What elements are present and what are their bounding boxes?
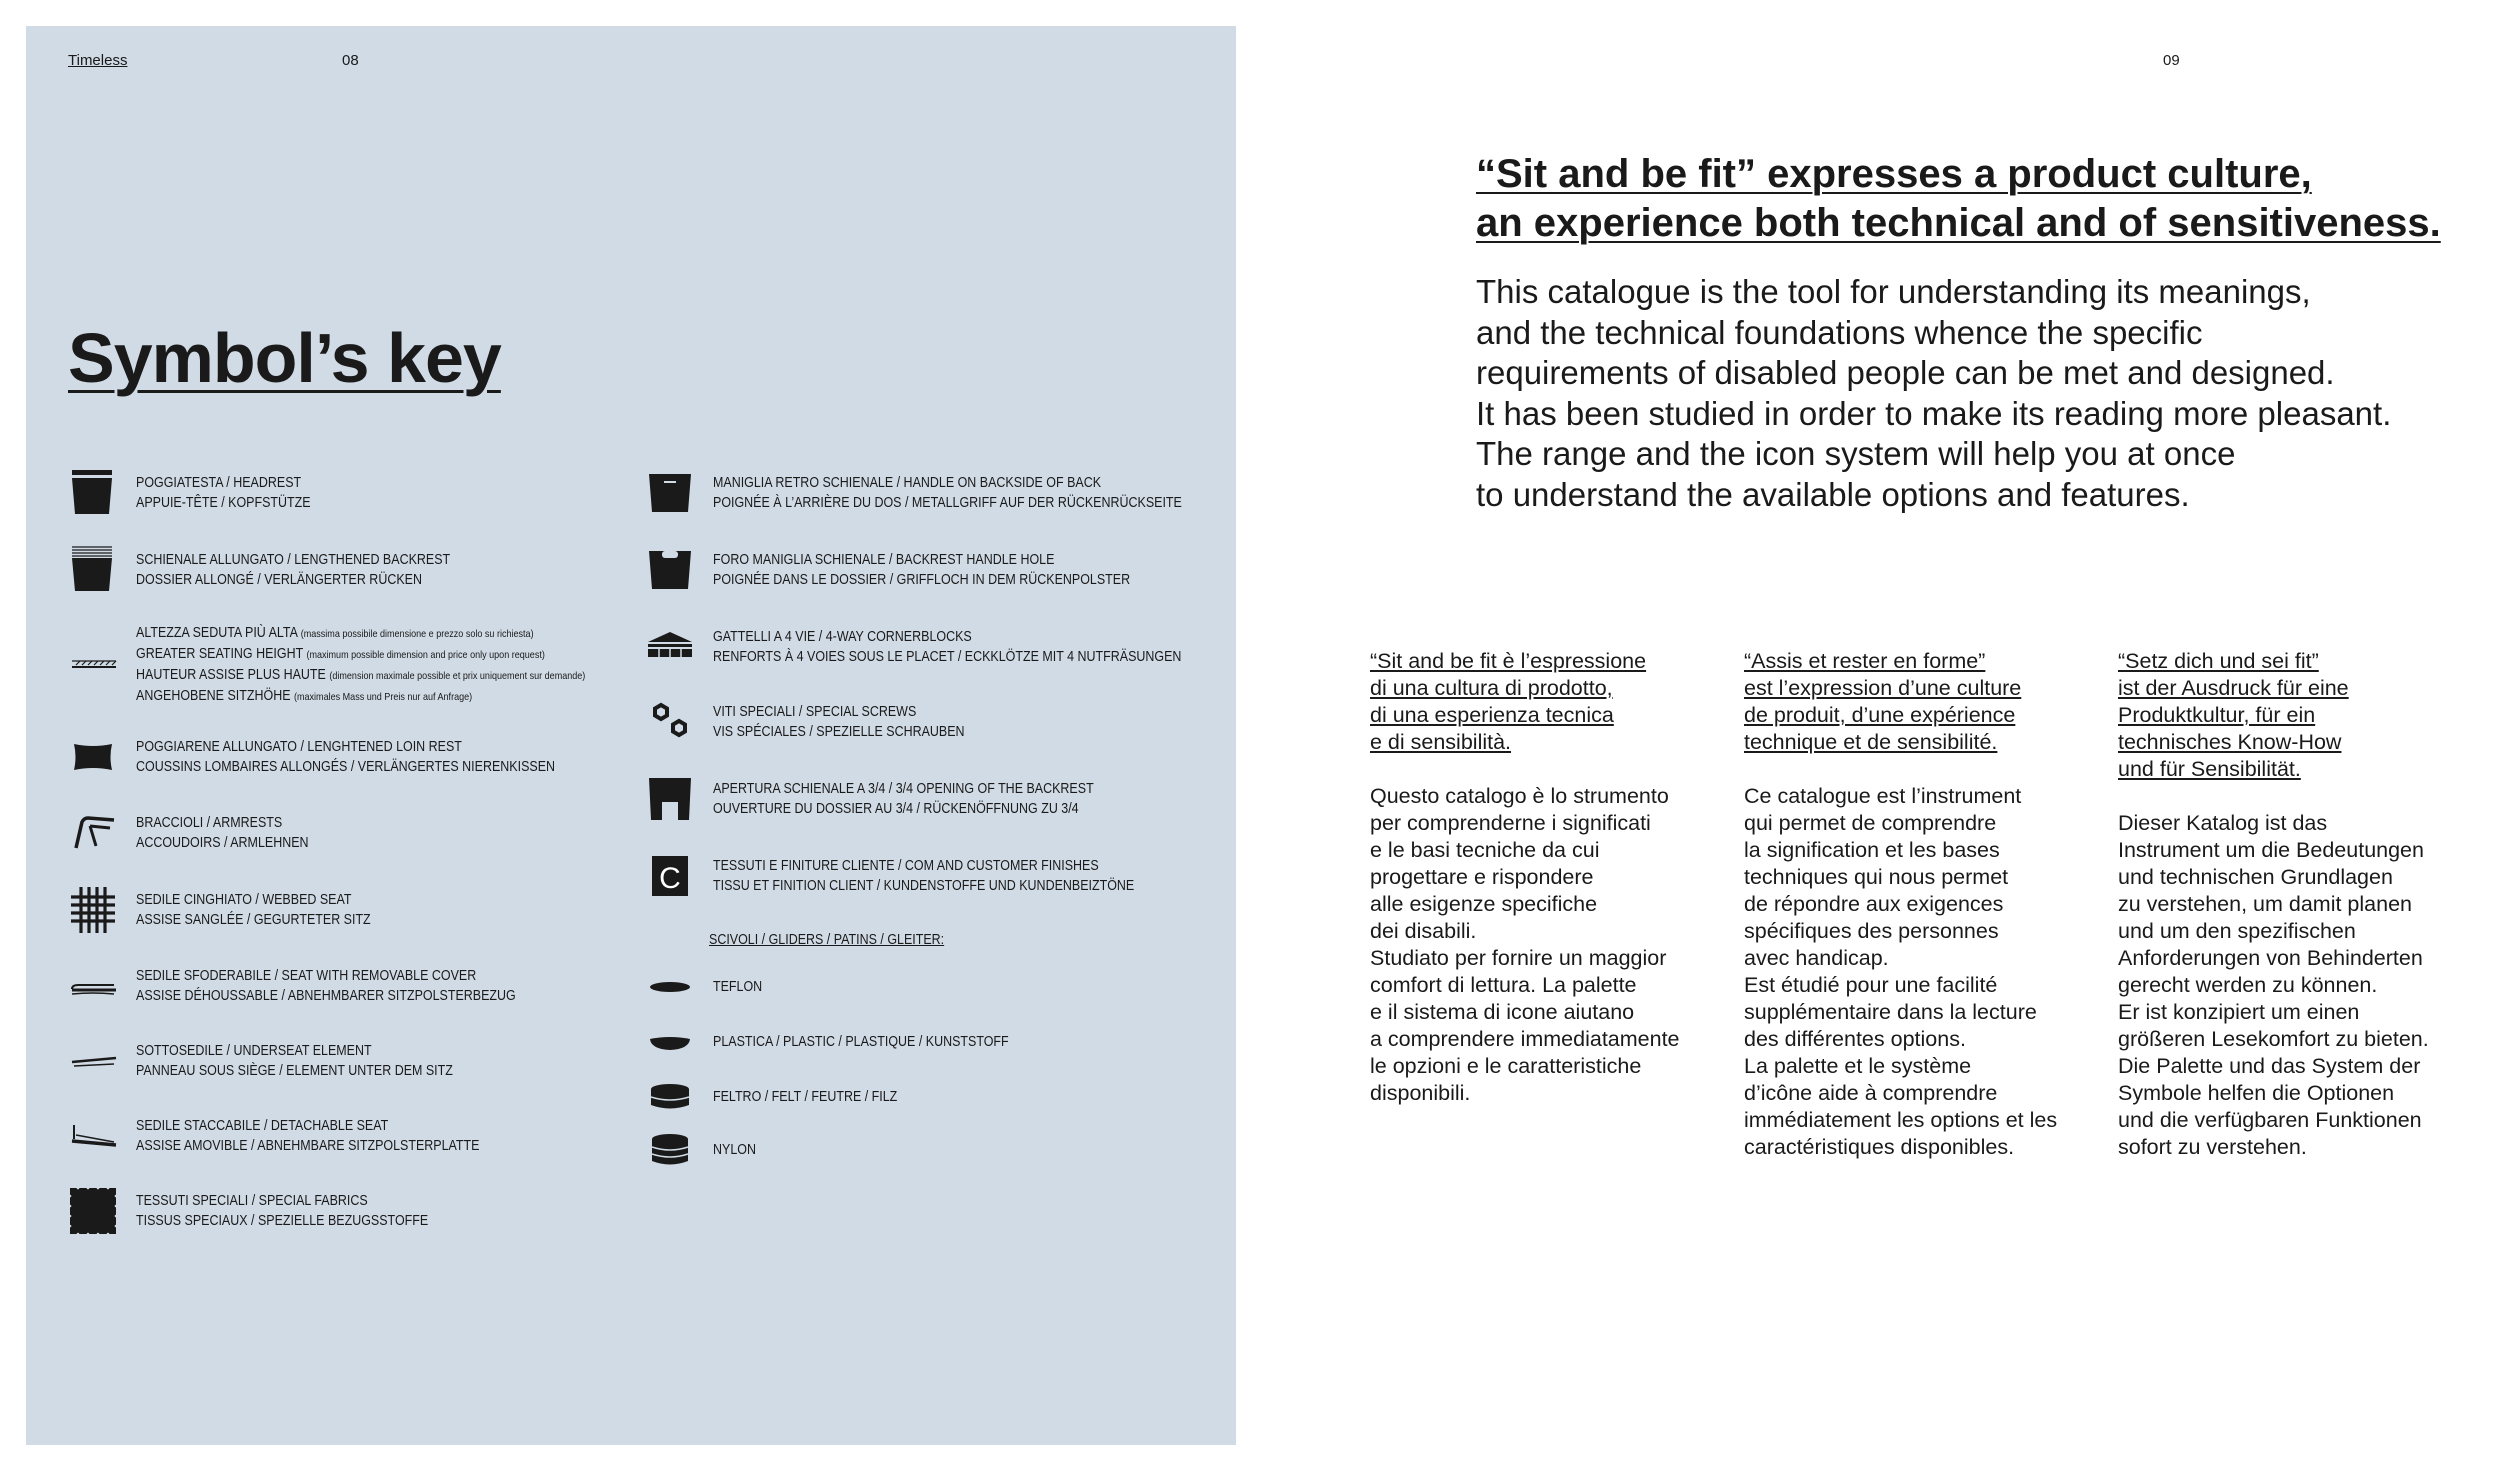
symbol-label: TESSUTI E FINITURE CLIENTE / COM AND CUSTOMER FINISHES bbox=[713, 858, 1099, 874]
symbol-label: VITI SPECIALI / SPECIAL SCREWS bbox=[713, 704, 917, 720]
nylon-glider-icon bbox=[645, 1125, 695, 1175]
symbol-label: COUSSINS LOMBAIRES ALLONGÉS / VERLÄNGERTES NIERENKISSEN bbox=[136, 759, 556, 775]
symbol-removable-cover bbox=[68, 961, 578, 1011]
webbed-seat-icon bbox=[68, 885, 118, 935]
underseat-element-icon bbox=[68, 1036, 118, 1086]
glider-label: TEFLON bbox=[713, 979, 763, 995]
symbol-headrest bbox=[68, 468, 339, 518]
glider-label: FELTRO / FELT / FEUTRE / FILZ bbox=[713, 1089, 898, 1105]
glider-label: PLASTICA / PLASTIC / PLASTIQUE / KUNSTSTOFF bbox=[713, 1034, 1009, 1050]
symbol-lengthened-backrest bbox=[68, 545, 501, 595]
headline: “Sit and be fit” expresses a product culture, an experience both technical and of sensitiveness. bbox=[1476, 152, 2441, 245]
symbol-label: VIS SPÉCIALES / SPEZIELLE SCHRAUBEN bbox=[713, 724, 965, 740]
column-italian bbox=[1370, 648, 1730, 1107]
symbol-label: MANIGLIA RETRO SCHIENALE / HANDLE ON BACKSIDE OF BACK bbox=[713, 475, 1102, 491]
detachable-seat-icon bbox=[68, 1111, 118, 1161]
removable-cover-icon bbox=[68, 961, 118, 1011]
special-fabrics-icon bbox=[68, 1186, 118, 1236]
symbol-label: ASSISE SANGLÉE / GEGURTETER SITZ bbox=[136, 912, 371, 928]
symbol-underseat-element bbox=[68, 1036, 504, 1086]
backrest-opening-icon bbox=[645, 774, 695, 824]
glider-plastic bbox=[645, 1017, 1057, 1067]
symbol-label: ACCOUDOIRS / ARMLEHNEN bbox=[136, 835, 309, 851]
symbol-label: TISSUS SPECIAUX / SPEZIELLE BEZUGSSTOFFE bbox=[136, 1213, 429, 1229]
symbol-label: TISSU ET FINITION CLIENT / KUNDENSTOFFE UND KUNDENBEIZTÖNE bbox=[713, 878, 1135, 894]
glider-label: NYLON bbox=[713, 1142, 756, 1158]
symbol-label: APPUIE-TÊTE / KOPFSTÜTZE bbox=[136, 495, 311, 511]
symbol-label: ASSISE DÉHOUSSABLE / ABNEHMBARER SITZPOLSTERBEZUG bbox=[136, 988, 516, 1004]
symbol-label: TESSUTI SPECIALI / SPECIAL FABRICS bbox=[136, 1193, 368, 1209]
symbol-note: (maximales Mass und Preis nur auf Anfrage) bbox=[293, 691, 473, 703]
symbol-handle-hole bbox=[645, 545, 1198, 595]
symbols-key-title: Symbol’s key bbox=[68, 319, 501, 397]
teflon-glider-icon bbox=[645, 962, 695, 1012]
symbol-label: ALTEZZA SEDUTA PIÙ ALTA bbox=[136, 625, 298, 641]
symbol-detachable-seat bbox=[68, 1111, 535, 1161]
loin-rest-icon bbox=[68, 732, 118, 782]
symbol-label: SEDILE STACCABILE / DETACHABLE SEAT bbox=[136, 1118, 389, 1134]
symbol-label: HAUTEUR ASSISE PLUS HAUTE bbox=[136, 667, 326, 683]
symbol-com-finishes bbox=[645, 851, 1203, 901]
symbol-armrest bbox=[68, 808, 337, 858]
symbol-label: SCHIENALE ALLUNGATO / LENGTHENED BACKREST bbox=[136, 552, 451, 568]
symbol-label: SOTTOSEDILE / UNDERSEAT ELEMENT bbox=[136, 1043, 372, 1059]
symbol-label: SEDILE SFODERABILE / SEAT WITH REMOVABLE COVER bbox=[136, 968, 477, 984]
handle-hole-icon bbox=[645, 545, 695, 595]
symbol-label: GATTELLI A 4 VIE / 4-WAY CORNERBLOCKS bbox=[713, 629, 972, 645]
seat-height-icon bbox=[68, 630, 118, 700]
glider-teflon bbox=[645, 962, 770, 1012]
header-link-timeless[interactable]: Timeless bbox=[68, 52, 128, 69]
lengthened-backrest-icon bbox=[68, 545, 118, 595]
symbol-label: FORO MANIGLIA SCHIENALE / BACKREST HANDLE HOLE bbox=[713, 552, 1055, 568]
symbol-label: POIGNÉE À L’ARRIÈRE DU DOS / METALLGRIFF AUF DER RÜCKENRÜCKSEITE bbox=[713, 495, 1182, 511]
symbol-special-screws bbox=[645, 697, 1006, 747]
symbol-special-fabrics bbox=[68, 1186, 476, 1236]
symbol-label: ASSISE AMOVIBLE / ABNEHMBARE SITZPOLSTERPLATTE bbox=[136, 1138, 480, 1154]
column-body: Questo catalogo è lo strumento per comprenderne i significati e le basi tecniche da cui progettare e rispondere alle esigenze specifiche dei disabili. Studiato per fornire un maggior comfort di lettura. La palette e il sistema di icone aiutano a comprendere immediatamente le opzioni e le caratteristiche disponibili. bbox=[1370, 784, 1680, 1105]
column-heading: “Setz dich und sei fit” ist der Ausdruck für eine Produktkultur, für ein technisches Know-How und für Sensibilität. bbox=[2118, 649, 2349, 781]
column-german bbox=[2118, 648, 2478, 1161]
glider-nylon bbox=[645, 1125, 763, 1175]
symbol-note: (massima possibile dimensione e prezzo solo su richiesta) bbox=[300, 628, 534, 640]
felt-glider-icon bbox=[645, 1072, 695, 1122]
cornerblocks-icon bbox=[645, 622, 695, 672]
page-number-left: 08 bbox=[342, 52, 359, 69]
backside-handle-icon bbox=[645, 468, 695, 518]
symbol-note: (dimension maximale possible et prix uniquement sur demande) bbox=[329, 670, 586, 682]
symbol-label: RENFORTS À 4 VOIES SOUS LE PLACET / ECKKLÖTZE MIT 4 NUTFRÄSUNGEN bbox=[713, 649, 1182, 665]
symbol-label: POGGIARENE ALLUNGATO / LENGHTENED LOIN REST bbox=[136, 739, 462, 755]
symbol-label: APERTURA SCHIENALE A 3/4 / 3/4 OPENING OF THE BACKREST bbox=[713, 781, 1094, 797]
symbol-cornerblocks bbox=[645, 622, 1258, 672]
symbol-label: PANNEAU SOUS SIÈGE / ELEMENT UNTER DEM SITZ bbox=[136, 1063, 453, 1079]
glider-felt bbox=[645, 1072, 927, 1122]
symbol-seat-height bbox=[68, 623, 658, 707]
column-french bbox=[1744, 648, 2104, 1161]
symbol-label: POIGNÉE DANS LE DOSSIER / GRIFFLOCH IN DEM RÜCKENPOLSTER bbox=[713, 572, 1131, 588]
symbol-note: (maximum possible dimension and price only upon request) bbox=[306, 649, 545, 661]
symbol-webbed-seat bbox=[68, 885, 409, 935]
symbol-backrest-opening bbox=[645, 774, 1156, 824]
column-body: Dieser Katalog ist das Instrument um die Bedeutungen und technischen Grundlagen zu verstehen, um damit planen und um den spezifischen Anforderungen von Behinderten gerecht werden zu können. Er ist konzipiert um einen größeren Lesekomfort zu bieten. Die Palette und das System der Symbole helfen die Optionen und die verfügbaren Funktionen sofort zu verstehen. bbox=[2118, 811, 2429, 1159]
symbol-backside-handle bbox=[645, 468, 1258, 518]
symbol-label: POGGIATESTA / HEADREST bbox=[136, 475, 302, 491]
com-finishes-icon bbox=[645, 851, 695, 901]
plastic-glider-icon bbox=[645, 1017, 695, 1067]
symbol-label: GREATER SEATING HEIGHT bbox=[136, 646, 303, 662]
symbol-label: BRACCIOLI / ARMRESTS bbox=[136, 815, 283, 831]
column-body: Ce catalogue est l’instrument qui permet de comprendre la signification et les bases techniques qui nous permet de répondre aux exigences spécifiques des personnes avec handicap. Est étudié pour une facilité supplémentaire dans la lecture des différentes options. La palette et le système d’icône aide à comprendre immédiatement les options et les caractéristiques disponibles. bbox=[1744, 784, 2058, 1159]
symbol-loin-rest bbox=[68, 732, 623, 782]
com-finishes-icon-letter: C bbox=[659, 862, 681, 895]
intro-paragraph: This catalogue is the tool for understanding its meanings, and the technical foundations whence the specific requirements of disabled people can be met and designed. It has been studied in order to make its reading more pleasant. The range and the icon system will help you at once to understand the available options and features. bbox=[1476, 273, 2392, 513]
special-screws-icon bbox=[645, 697, 695, 747]
column-heading: “Sit and be fit è l’espressione di una cultura di prodotto, di una esperienza tecnica e di sensibilità. bbox=[1370, 649, 1647, 754]
gliders-heading: SCIVOLI / GLIDERS / PATINS / GLEITER: bbox=[709, 932, 945, 948]
page-number-right: 09 bbox=[2163, 52, 2180, 69]
headrest-icon bbox=[68, 468, 118, 518]
armrest-icon bbox=[68, 808, 118, 858]
symbol-label: SEDILE CINGHIATO / WEBBED SEAT bbox=[136, 892, 352, 908]
symbol-label: ANGEHOBENE SITZHÖHE bbox=[136, 688, 291, 704]
symbol-label: DOSSIER ALLONGÉ / VERLÄNGERTER RÜCKEN bbox=[136, 572, 422, 588]
symbol-label: OUVERTURE DU DOSSIER AU 3/4 / RÜCKENÖFFNUNG ZU 3/4 bbox=[713, 801, 1079, 817]
column-heading: “Assis et rester en forme” est l’expression d’une culture de produit, d’une expérience technique et de sensibilité. bbox=[1744, 649, 2022, 754]
